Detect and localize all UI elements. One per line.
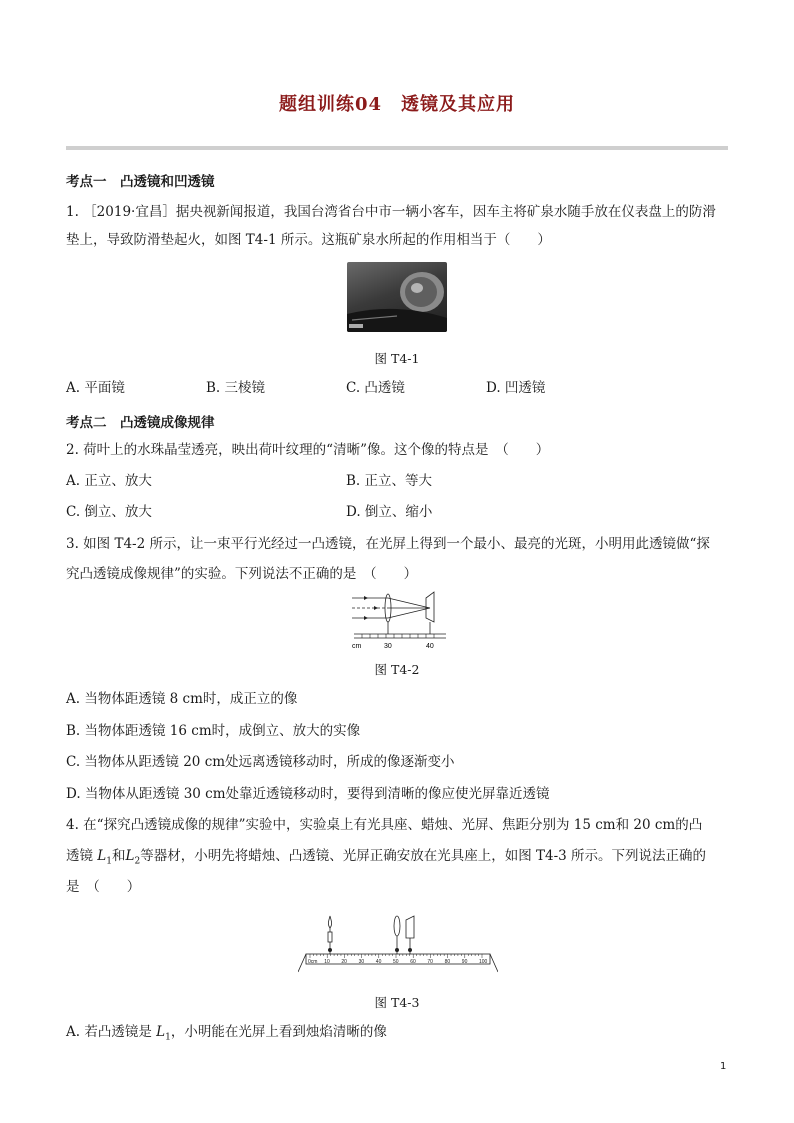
q2-option-a: A. 正立、放大	[66, 473, 152, 489]
q2-option-d: D. 倒立、缩小	[346, 504, 433, 520]
bench-label: 80	[444, 959, 451, 965]
q4-option-a: A. 若凸透镜是 $L_1$，小明能在光屏上看到烛焰清晰的像	[66, 1024, 387, 1043]
ruler-label-30: 30	[384, 643, 392, 650]
section-heading-2: 考点二 凸透镜成像规律	[66, 415, 215, 431]
q3-text-line-1: 3. 如图 T4-2 所示，让一束平行光经过一凸透镜，在光屏上得到一个最小、最亮的光斑，小明用此透镜做“探	[66, 536, 710, 552]
q2-option-b: B. 正立、等大	[346, 473, 433, 489]
ruler-label-40: 40	[426, 643, 434, 650]
bench-label: 50	[393, 959, 399, 965]
q1-option-c: C. 凸透镜	[346, 380, 405, 396]
figure-t4-2-caption: 图 T4-2	[374, 662, 420, 677]
bench-label: 70	[427, 959, 433, 965]
page-number: 1	[720, 1061, 727, 1072]
bench-label: 100	[479, 959, 488, 965]
figure-t4-3-caption: 图 T4-3	[374, 995, 420, 1010]
bench-label: 90	[461, 959, 468, 965]
q1-text-line-2: 垫上，导致防滑垫起火，如图 T4-1 所示。这瓶矿泉水所起的作用相当于（ ）	[66, 232, 551, 248]
q3-text-line-2: 究凸透镜成像规律”的实验。下列说法不正确的是 （ ）	[66, 566, 418, 582]
figure-t4-2-diagram	[350, 588, 450, 652]
bench-label: 20	[341, 959, 347, 965]
q3-option-c: C. 当物体从距透镜 20 cm处远离透镜移动时，所成的像逐渐变小	[66, 754, 455, 770]
figure-t4-1-caption: 图 T4-1	[374, 351, 420, 366]
q3-option-a: A. 当物体距透镜 8 cm时，成正立的像	[66, 691, 298, 707]
bench-label: 40	[375, 959, 382, 965]
bench-label: 10	[324, 959, 330, 965]
q1-option-a: A. 平面镜	[66, 380, 125, 396]
q4-text-line-2: 透镜 $L_1$和$L_2$等器材，小明先将蜡烛、凸透镜、光屏正确安放在光具座上，如图 T4-3 所示。下列说法正确的	[66, 848, 707, 867]
bench-label: 30	[358, 959, 365, 965]
figure-t4-3-optical-bench	[298, 908, 498, 978]
q1-option-b: B. 三棱镜	[206, 380, 266, 396]
title-divider	[66, 146, 728, 150]
section-heading-1: 考点一 凸透镜和凹透镜	[66, 174, 215, 190]
figure-t4-1-photo	[347, 262, 447, 332]
q2-option-c: C. 倒立、放大	[66, 504, 152, 520]
q4-text-line-3: 是 （ ）	[66, 879, 141, 895]
bench-label: 60	[410, 959, 416, 965]
bench-label: 0cm	[308, 959, 318, 965]
page-title: 题组训练04 透镜及其应用	[278, 94, 516, 115]
q1-text-line-1: 1. ［2019·宜昌］据央视新闻报道，我国台湾省台中市一辆小客车，因车主将矿泉水随手放在仪表盘上的防滑	[66, 204, 716, 220]
q4-text-line-1: 4. 在“探究凸透镜成像的规律”实验中，实验桌上有光具座、蜡烛、光屏、焦距分别为 15 cm和 20 cm的凸	[66, 817, 703, 833]
q3-option-d: D. 当物体从距透镜 30 cm处靠近透镜移动时，要得到清晰的像应使光屏靠近透镜	[66, 786, 550, 802]
ruler-unit-label: cm	[352, 643, 362, 650]
q3-option-b: B. 当物体距透镜 16 cm时，成倒立、放大的实像	[66, 723, 361, 739]
q2-text-line-1: 2. 荷叶上的水珠晶莹透亮，映出荷叶纹理的“清晰”像。这个像的特点是 （ ）	[66, 442, 550, 458]
q1-option-d: D. 凹透镜	[486, 380, 546, 396]
